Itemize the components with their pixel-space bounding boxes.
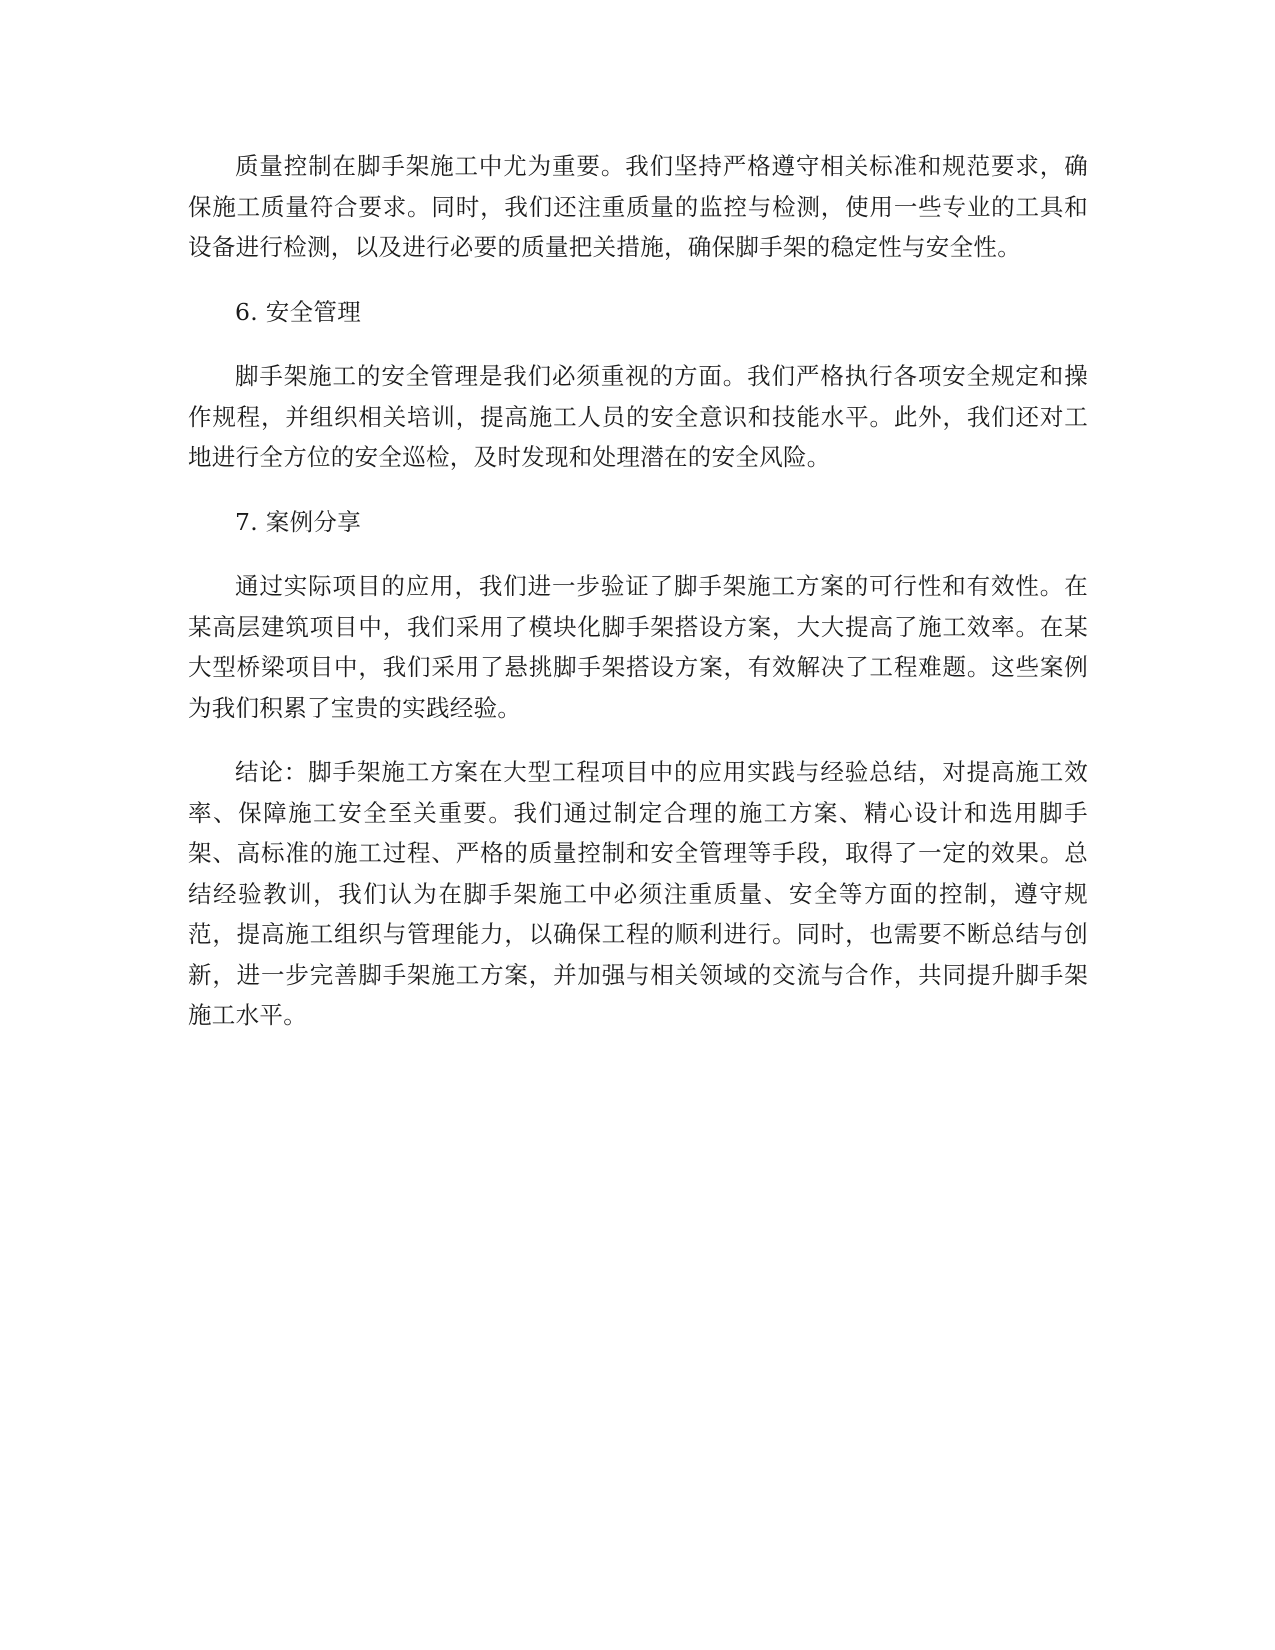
paragraph-conclusion: 结论：脚手架施工方案在大型工程项目中的应用实践与经验总结，对提高施工效率、保障施工安全至关重要。我们通过制定合理的施工方案、精心设计和选用脚手架、高标准的施工过程、严格的质量控制和安全管理等手段，取得了一定的效果。总结经验教训，我们认为在脚手架施工中必须注重质量、安全等方面的控制，遵守规范，提高施工组织与管理能力，以确保工程的顺利进行。同时，也需要不断总结与创新，进一步完善脚手架施工方案，并加强与相关领域的交流与合作，共同提升脚手架施工水平。 (188, 758, 1088, 1029)
document-body (188, 146, 1088, 1060)
paragraph-safety-management: 脚手架施工的安全管理是我们必须重视的方面。我们严格执行各项安全规定和操作规程，并组织相关培训，提高施工人员的安全意识和技能水平。此外，我们还对工地进行全方位的安全巡检，及时发现和处理潜在的安全风险。 (188, 362, 1088, 471)
paragraph-case-sharing: 通过实际项目的应用，我们进一步验证了脚手架施工方案的可行性和有效性。在某高层建筑项目中，我们采用了模块化脚手架搭设方案，大大提高了施工效率。在某大型桥梁项目中，我们采用了悬挑脚手架搭设方案，有效解决了工程难题。这些案例为我们积累了宝贵的实践经验。 (188, 572, 1088, 722)
paragraph-quality-control: 质量控制在脚手架施工中尤为重要。我们坚持严格遵守相关标准和规范要求，确保施工质量符合要求。同时，我们还注重质量的监控与检测，使用一些专业的工具和设备进行检测，以及进行必要的质量把关措施，确保脚手架的稳定性与安全性。 (188, 152, 1088, 261)
section-heading-safety-management: 6. 安全管理 (235, 297, 361, 326)
section-heading-case-sharing: 7. 案例分享 (235, 507, 361, 536)
